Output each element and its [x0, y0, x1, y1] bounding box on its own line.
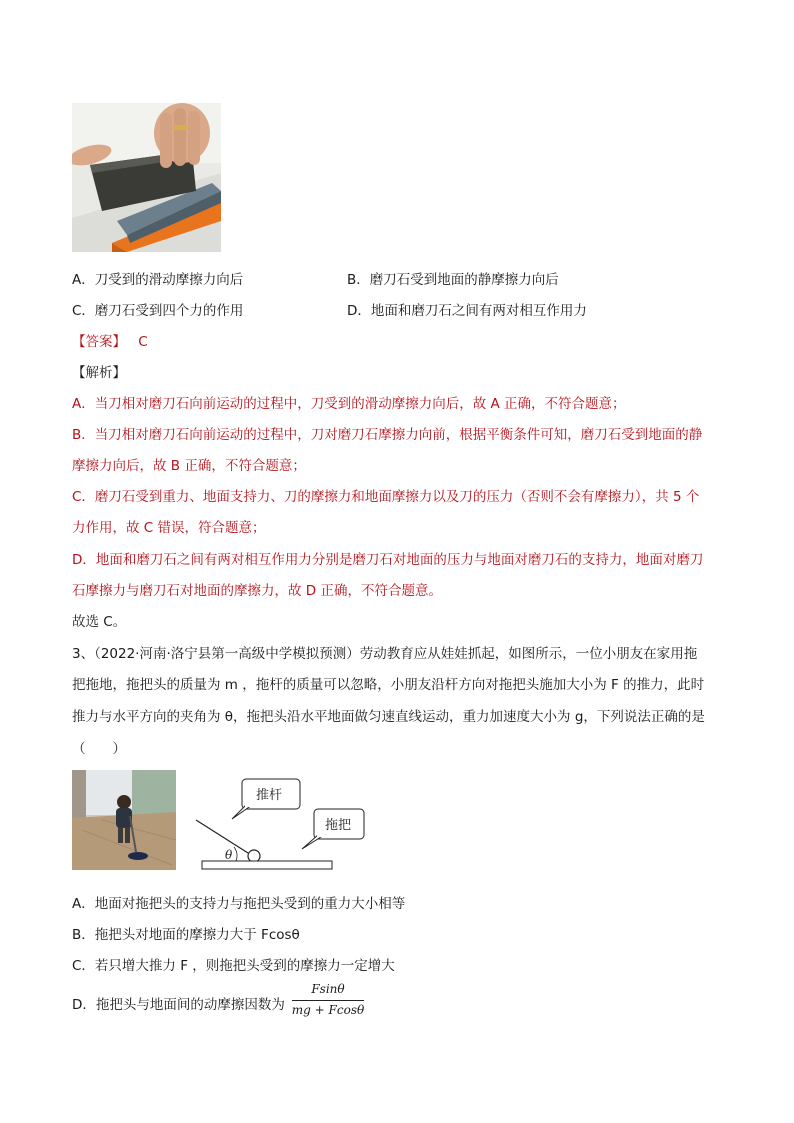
q3-option-b: B．拖把头对地面的摩擦力大于 Fcosθ: [72, 927, 300, 943]
q2-option-a: A．刀受到的滑动摩擦力向后: [72, 272, 244, 288]
analysis-line: 石摩擦力与磨刀石对地面的摩擦力，故 D 正确，不符合题意。: [72, 583, 442, 599]
angle-arc: [234, 847, 237, 861]
head-label: 拖把: [325, 818, 352, 833]
q2-option-b: B．磨刀石受到地面的静摩擦力向后: [347, 272, 559, 288]
child-mopping-photo: [72, 770, 176, 870]
q3-stem-line: 推力与水平方向的夹角为 θ，拖把头沿水平地面做匀速直线运动，重力加速度大小为 g，下列说法正确的是: [72, 709, 705, 725]
push-rod: [196, 820, 248, 853]
answer-block: [72, 330, 148, 350]
mop-head: [248, 850, 260, 862]
analysis-line: D．地面和磨刀石之间有两对相互作用力分别是磨刀石对地面的压力与地面对磨刀石的支持力，地面对磨刀: [72, 552, 704, 568]
answer-label: 【答案】: [72, 334, 126, 350]
rod-callout-pointer: [232, 805, 252, 819]
analysis-line: 力作用，故 C 错误，符合题意；: [72, 520, 266, 536]
q2-option-d: D．地面和磨刀石之间有两对相互作用力: [347, 303, 587, 319]
knife-sharpening-photo: [72, 103, 221, 252]
analysis-line: B．当刀相对磨刀石向前运动的过程中，刀对磨刀石摩擦力向前，根据平衡条件可知，磨刀石受到地面的静: [72, 427, 703, 443]
conclusion: 故选 C。: [72, 614, 127, 630]
analysis-line: C．磨刀石受到重力、地面支持力、刀的摩擦力和地面摩擦力以及刀的压力（否则不会有摩擦力），共 5 个: [72, 489, 700, 505]
q3-stem-line: 把拖地，拖把头的质量为 m ，拖杆的质量可以忽略，小朋友沿杆方向对拖把头施加大小为 F 的推力，此时: [72, 677, 705, 693]
q3-stem-line: （ ）: [72, 741, 126, 757]
mop-diagram: [190, 775, 370, 870]
q3-stem-line: 3、（2022·河南·洛宁县第一高级中学模拟预测）劳动教育应从娃娃抓起，如图所示，一位小朋友在家用拖: [72, 646, 698, 662]
ground-plate: [202, 861, 332, 869]
analysis-label: 【解析】: [72, 365, 126, 381]
analysis-line: A．当刀相对磨刀石向前运动的过程中，刀受到的滑动摩擦力向后，故 A 正确，不符合题意；: [72, 396, 626, 412]
angle-label: θ: [225, 848, 233, 862]
analysis-line: 摩擦力向后，故 B 正确，不符合题意；: [72, 458, 306, 474]
q3-option-a: A．地面对拖把头的支持力与拖把头受到的重力大小相等: [72, 896, 406, 912]
q2-option-c: C．磨刀石受到四个力的作用: [72, 303, 244, 319]
q3-option-d-numerator: Fsinθ: [311, 982, 345, 996]
q3-option-d-prefix: D．拖把头与地面间的动摩擦因数为: [72, 997, 285, 1013]
head-callout-pointer: [302, 835, 324, 849]
q3-option-c: C．若只增大推力 F ，则拖把头受到的摩擦力一定增大: [72, 958, 395, 974]
rod-label: 推杆: [256, 788, 283, 803]
answer-value: C: [138, 334, 148, 350]
fraction-bar: [292, 1000, 364, 1001]
q3-option-d-denominator: mg + Fcosθ: [291, 1003, 365, 1017]
